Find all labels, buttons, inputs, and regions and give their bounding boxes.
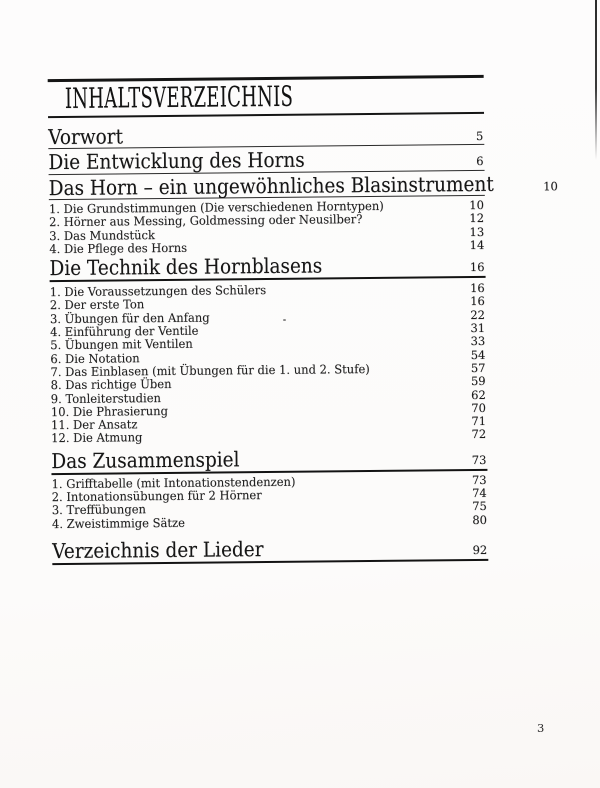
toc-entry-page: 59	[470, 374, 486, 389]
toc-entry-page: 16	[469, 260, 485, 275]
page-number: 3	[537, 721, 545, 735]
toc-entry-label: Das Horn – ein ungewöhnliches Blasinstrument	[48, 171, 494, 200]
toc-entry	[51, 447, 487, 475]
toc-entry-label: 9. Tonleiterstudien	[50, 390, 162, 406]
scan-page-edge	[595, 0, 597, 160]
toc-entry-label: 1. Grifftabelle (mit Intonationstendenzen)	[51, 474, 296, 491]
toc-entry-page: 16	[470, 294, 485, 309]
toc-entry-page: 92	[472, 543, 488, 558]
toc-entry-page: 54	[470, 347, 486, 362]
toc-entry-label: Das Zusammenspiel	[51, 447, 240, 473]
toc-entry-label: 3. Übungen für den Anfang	[49, 310, 210, 326]
toc-entry-page: 75	[472, 499, 487, 514]
toc-entry-label: 4. Einführung der Ventile	[50, 323, 199, 340]
toc-entry-page: 5	[475, 128, 484, 143]
toc-entry-label: 4. Die Pflege des Horns	[49, 240, 188, 256]
toc-entry-page: 73	[471, 472, 487, 487]
toc-entry-page: 31	[470, 320, 486, 336]
toc-entry-page: 10	[543, 178, 558, 193]
toc-entry	[52, 537, 488, 565]
toc-entry-label: Verzeichnis der Lieder	[52, 537, 264, 564]
toc-entry-label: 5. Übungen mit Ventilen	[50, 337, 193, 353]
toc-entry-label: 8. Das richtige Üben	[50, 377, 172, 393]
toc-entry-page: 70	[471, 400, 486, 415]
toc-entry-page: 74	[471, 485, 487, 501]
toc-entry	[48, 170, 558, 200]
toc-entry-page: 22	[470, 307, 486, 322]
toc-entry-label: 2. Intonationsübungen für 2 Hörner	[51, 488, 262, 505]
toc-entry-page: 6	[476, 153, 484, 168]
title-row	[48, 77, 484, 115]
toc-entry-page: 13	[469, 224, 485, 239]
toc-entry-page: 80	[472, 512, 487, 527]
toc-entry-label: Die Entwicklung des Horns	[48, 147, 305, 175]
toc-entries	[48, 119, 558, 565]
toc-entry-label: 7. Das Einblasen (mit Übungen für die 1. und 2. Stufe)	[50, 361, 370, 380]
toc-entry-page: 72	[471, 427, 487, 442]
toc-entry-page: 33	[470, 334, 486, 349]
toc-entry-label: 6. Die Notation	[50, 350, 140, 366]
toc-entry	[49, 254, 485, 282]
toc-entry-label: Vorwort	[48, 123, 124, 149]
toc-entry-label: 1. Die Grundstimmungen (Die verschiedenen Horntypen)	[48, 198, 384, 217]
toc-entry-page: 14	[469, 237, 485, 252]
toc-entry	[52, 514, 488, 531]
toc-entry-label: 3. Treffübungen	[51, 502, 146, 518]
toc-entry	[51, 428, 487, 445]
toc-entry-page: 57	[470, 360, 486, 376]
toc-entry-label: 10. Die Phrasierung	[50, 403, 169, 419]
toc-entry-label: 3. Das Mundstück	[49, 227, 155, 243]
toc-entry-label: 4. Zweistimmige Sätze	[51, 515, 185, 531]
toc-entry-page: 71	[471, 414, 487, 429]
toc-entry-page: 73	[471, 452, 487, 467]
table-of-contents	[48, 75, 558, 566]
toc-entry-label: 11. Der Ansatz	[50, 417, 138, 433]
toc-entry-page: 16	[469, 281, 485, 296]
toc-entry-label: 2. Hörner aus Messing, Goldmessing oder Neusilber?	[48, 212, 363, 230]
toc-entry-page: 10	[469, 197, 484, 213]
page-title: INHALTSVERZEICHNIS	[64, 79, 294, 115]
toc-entry-label: 2. Der erste Ton	[49, 297, 145, 313]
toc-entry-label: Die Technik des Hornblasens	[49, 253, 323, 281]
toc-entry-page: 12	[469, 211, 485, 226]
toc-entry-label: 1. Die Voraussetzungen des Schülers	[49, 283, 267, 300]
toc-entry-page: 62	[471, 387, 486, 402]
toc-entry-label: 12. Die Atmung	[51, 430, 143, 446]
